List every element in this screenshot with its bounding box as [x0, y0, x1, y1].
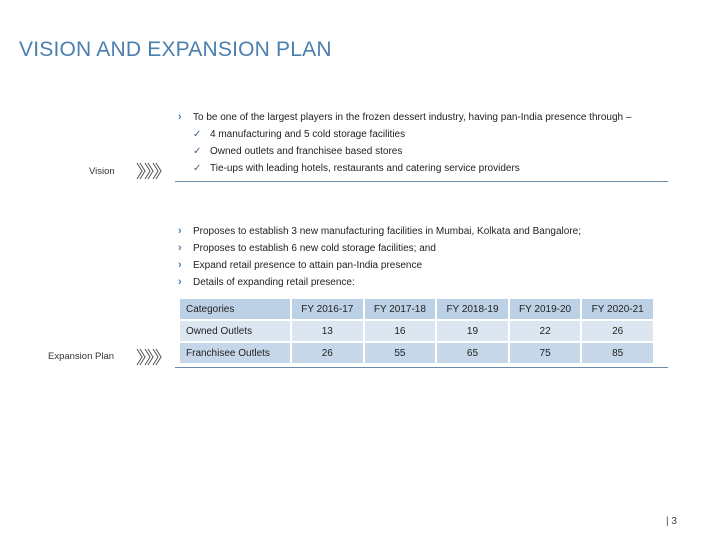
table-cell: 55 — [365, 343, 438, 365]
vision-divider — [175, 181, 668, 182]
list-item — [178, 109, 631, 126]
table-cell: 85 — [582, 343, 655, 365]
expansion-list — [178, 223, 581, 291]
list-item — [178, 143, 631, 160]
vision-intro: To be one of the largest players in the frozen dessert industry, having pan-India presence through – — [193, 112, 632, 123]
table-row — [180, 343, 655, 365]
list-item — [178, 240, 581, 257]
list-item — [178, 223, 581, 240]
table-header-cell: Categories — [180, 299, 292, 321]
chevron-right-icon: › — [178, 276, 182, 288]
list-item — [178, 160, 631, 177]
table-cell: 26 — [292, 343, 365, 365]
table-header-cell: FY 2016-17 — [292, 299, 365, 321]
table-cell: 16 — [365, 321, 438, 343]
vision-point: 4 manufacturing and 5 cold storage facilities — [210, 129, 406, 140]
expansion-point: Details of expanding retail presence: — [193, 277, 355, 288]
table-header-cell: FY 2018-19 — [437, 299, 510, 321]
expansion-label: Expansion Plan — [48, 351, 115, 362]
page-number: | 3 — [666, 516, 677, 527]
triple-chevron-icon — [136, 348, 162, 366]
expansion-point: Proposes to establish 3 new manufacturing facilities in Mumbai, Kolkata and Bangalore; — [193, 226, 581, 237]
triple-chevron-icon — [136, 162, 162, 180]
check-icon: ✓ — [193, 129, 202, 140]
vision-label: Vision — [89, 166, 115, 177]
chevron-right-icon: › — [178, 225, 182, 237]
page-title: VISION AND EXPANSION PLAN — [19, 38, 332, 61]
check-icon: ✓ — [193, 163, 202, 174]
expansion-table — [180, 299, 655, 365]
table-cell: 13 — [292, 321, 365, 343]
chevron-right-icon: › — [178, 259, 182, 271]
table-header-cell: FY 2019-20 — [510, 299, 583, 321]
table-row — [180, 321, 655, 343]
table-cell: 65 — [437, 343, 510, 365]
table-cell: Owned Outlets — [180, 321, 292, 343]
expansion-point: Expand retail presence to attain pan-India presence — [193, 260, 423, 271]
list-item — [178, 126, 631, 143]
table-cell: 26 — [582, 321, 655, 343]
table-header-row — [180, 299, 655, 321]
chevron-right-icon: › — [178, 111, 182, 123]
list-item — [178, 257, 581, 274]
vision-list — [178, 109, 631, 177]
table-header-cell: FY 2017-18 — [365, 299, 438, 321]
chevron-right-icon: › — [178, 242, 182, 254]
check-icon: ✓ — [193, 146, 202, 157]
list-item — [178, 274, 581, 291]
vision-point: Owned outlets and franchisee based stores — [210, 146, 403, 157]
expansion-divider — [175, 367, 668, 368]
vision-point: Tie-ups with leading hotels, restaurants and catering service providers — [210, 163, 520, 174]
table-cell: 75 — [510, 343, 583, 365]
table-cell: 22 — [510, 321, 583, 343]
table-cell: 19 — [437, 321, 510, 343]
table-header-cell: FY 2020-21 — [582, 299, 655, 321]
table-cell: Franchisee Outlets — [180, 343, 292, 365]
expansion-point: Proposes to establish 6 new cold storage facilities; and — [193, 243, 436, 254]
